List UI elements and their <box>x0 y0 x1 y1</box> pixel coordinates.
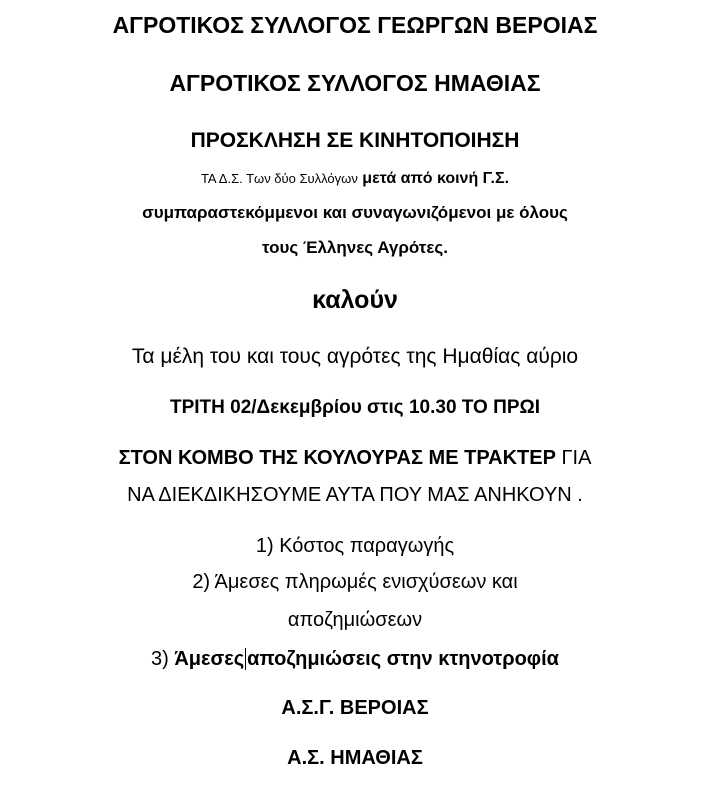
list-item-3-number: 3) <box>151 648 175 670</box>
body-location-text: ΣΤΟΝ ΚΟΜΒΟ ΤΗΣ ΚΟΥΛΟΥΡΑΣ ΜΕ ΤΡΑΚΤΕΡ <box>118 447 556 469</box>
signature-as-imathias: Α.Σ. ΗΜΑΘΙΑΣ <box>287 747 423 769</box>
intro-boards-text: ΤΑ Δ.Σ. Των δύο Συλλόγων <box>200 171 358 186</box>
body-members-line: Τα μέλη του και τους αγρότες της Ημαθίας αύριο <box>131 345 579 368</box>
call-word: καλούν <box>312 286 398 314</box>
header-title-line2: ΑΓΡΟΤΙΚΟΣ ΣΥΛΛΟΓΟΣ ΗΜΑΘΙΑΣ <box>169 70 541 96</box>
body-location-tail: ΓΙΑ <box>555 447 592 469</box>
list-item-1: 1) Κόστος παραγωγής <box>255 535 455 557</box>
list-item-2-line2: αποζημιώσεων <box>287 609 423 631</box>
list-item-3 <box>0 649 710 669</box>
invitation-heading: ΠΡΟΣΚΛΗΣΗ ΣΕ ΚΙΝΗΤΟΠΟΙΗΣΗ <box>190 129 520 152</box>
body-date-time-line: ΤΡΙΤΗ 02/Δεκεμβρίου στις 10.30 ΤΟ ΠΡΩΙ <box>169 397 541 418</box>
intro-line2: συμπαραστεκόμμενοι και συναγωνιζόμενοι με όλους <box>142 203 568 222</box>
intro-line1 <box>0 171 710 187</box>
signature-asg-veroias: Α.Σ.Γ. ΒΕΡΟΙΑΣ <box>281 697 429 719</box>
header-title-line1: ΑΓΡΟΤΙΚΟΣ ΣΥΛΛΟΓΟΣ ΓΕΩΡΓΩΝ ΒΕΡΟΙΑΣ <box>112 12 598 38</box>
body-location-line <box>0 448 710 468</box>
list-item-2-line1: 2) Άμεσες πληρωμές ενισχύσεων και <box>192 571 518 593</box>
intro-line3: τους Έλληνες Αγρότες. <box>262 238 448 257</box>
body-claim-line: ΝΑ ΔΙΕΚΔΙΚΗΣΟΥΜΕ ΑΥΤΑ ΠΟΥ ΜΑΣ ΑΝΗΚΟΥΝ . <box>127 484 583 506</box>
intro-after-assembly-text: μετά από κοινή Γ.Σ. <box>362 170 510 187</box>
list-item-3-rest: αποζημιώσεις στην κτηνοτροφία <box>247 648 559 670</box>
list-item-3-word1: Άμεσες <box>174 648 245 670</box>
